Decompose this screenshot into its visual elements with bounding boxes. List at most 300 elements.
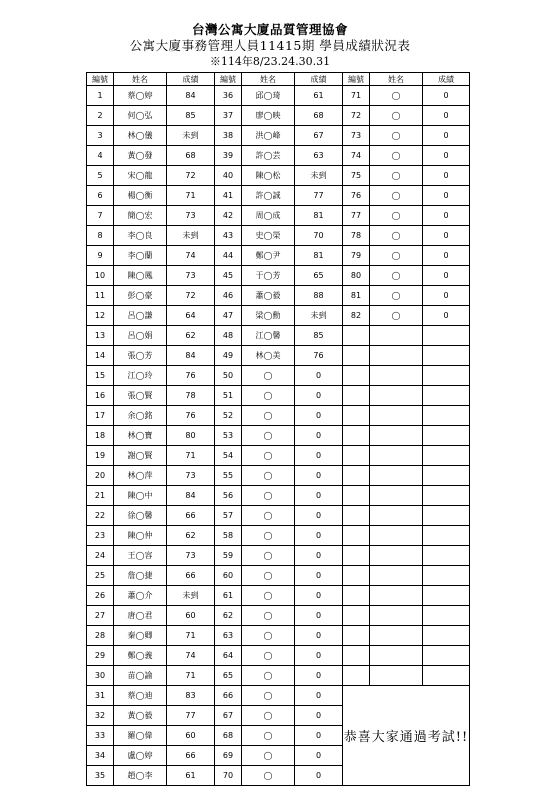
score-table-body <box>87 86 470 786</box>
course-title: 公寓大廈事務管理人員11415期 學員成績狀況表 <box>129 38 411 53</box>
student-score: 64 <box>167 306 215 326</box>
student-score: 73 <box>167 546 215 566</box>
student-score: 未到 <box>167 586 215 606</box>
student-score: 0 <box>423 126 470 146</box>
student-score: 77 <box>167 706 215 726</box>
table-row <box>87 686 470 706</box>
student-score: 80 <box>167 426 215 446</box>
student-score: 0 <box>295 446 343 466</box>
table-row <box>87 106 470 126</box>
student-name: 史◯榮 <box>242 226 295 246</box>
student-score: 70 <box>295 226 343 246</box>
student-number: 72 <box>343 106 370 126</box>
empty-cell <box>343 506 370 526</box>
student-score: 60 <box>167 606 215 626</box>
table-row <box>87 226 470 246</box>
student-number: 30 <box>87 666 114 686</box>
table-row <box>87 526 470 546</box>
table-row <box>87 126 470 146</box>
student-score: 63 <box>295 146 343 166</box>
student-number: 49 <box>215 346 242 366</box>
student-score: 84 <box>167 86 215 106</box>
col-header-number: 編號 <box>87 73 114 86</box>
student-score: 0 <box>295 526 343 546</box>
student-number: 32 <box>87 706 114 726</box>
empty-cell <box>370 346 423 366</box>
student-name: 陳◯鳳 <box>114 266 167 286</box>
empty-cell <box>370 366 423 386</box>
student-name: 王◯容 <box>114 546 167 566</box>
student-name: 蕭◯毅 <box>242 286 295 306</box>
student-number: 19 <box>87 446 114 466</box>
student-number: 39 <box>215 146 242 166</box>
student-name: 趙◯李 <box>114 766 167 786</box>
student-number: 17 <box>87 406 114 426</box>
student-number: 81 <box>343 286 370 306</box>
empty-cell <box>423 446 470 466</box>
student-score: 0 <box>423 266 470 286</box>
student-name: ◯ <box>242 446 295 466</box>
empty-cell <box>423 386 470 406</box>
table-row <box>87 626 470 646</box>
student-score: 71 <box>167 626 215 646</box>
empty-cell <box>370 466 423 486</box>
student-name: 簡◯宏 <box>114 206 167 226</box>
student-name: 邱◯琦 <box>242 86 295 106</box>
student-number: 69 <box>215 746 242 766</box>
student-name: 鄭◯尹 <box>242 246 295 266</box>
empty-cell <box>370 406 423 426</box>
student-name: 唐◯君 <box>114 606 167 626</box>
student-score: 71 <box>167 446 215 466</box>
student-score: 0 <box>295 706 343 726</box>
student-name: 徐◯馨 <box>114 506 167 526</box>
student-name: 洪◯峰 <box>242 126 295 146</box>
student-number: 25 <box>87 566 114 586</box>
empty-cell <box>423 566 470 586</box>
empty-cell <box>370 486 423 506</box>
student-name: ◯ <box>242 546 295 566</box>
student-score: 0 <box>423 226 470 246</box>
student-name: 蕭◯介 <box>114 586 167 606</box>
header-row <box>87 73 470 86</box>
student-score: 88 <box>295 286 343 306</box>
student-name: ◯ <box>242 406 295 426</box>
student-name: 苗◯諭 <box>114 666 167 686</box>
student-name: ◯ <box>370 306 423 326</box>
student-name: 彭◯豪 <box>114 286 167 306</box>
student-name: 江◯馨 <box>242 326 295 346</box>
table-row <box>87 326 470 346</box>
student-name: ◯ <box>370 86 423 106</box>
student-score: 61 <box>295 86 343 106</box>
empty-cell <box>343 566 370 586</box>
empty-cell <box>370 586 423 606</box>
col-header-name: 姓名 <box>114 73 167 86</box>
empty-cell <box>370 626 423 646</box>
student-score: 0 <box>423 106 470 126</box>
student-name: ◯ <box>242 386 295 406</box>
empty-cell <box>370 386 423 406</box>
student-name: 楊◯衡 <box>114 186 167 206</box>
col-header-score: 成績 <box>423 73 470 86</box>
table-row <box>87 206 470 226</box>
empty-cell <box>423 546 470 566</box>
table-row <box>87 606 470 626</box>
table-row <box>87 86 470 106</box>
student-number: 70 <box>215 766 242 786</box>
student-number: 77 <box>343 206 370 226</box>
student-number: 12 <box>87 306 114 326</box>
org-title: 台灣公寓大廈品質管理協會 <box>191 22 348 37</box>
empty-cell <box>370 446 423 466</box>
student-name: 林◯美 <box>242 346 295 366</box>
student-number: 80 <box>343 266 370 286</box>
student-score: 72 <box>167 166 215 186</box>
student-number: 16 <box>87 386 114 406</box>
student-number: 54 <box>215 446 242 466</box>
student-name: ◯ <box>370 206 423 226</box>
student-number: 78 <box>343 226 370 246</box>
student-number: 56 <box>215 486 242 506</box>
score-table <box>86 72 470 786</box>
student-number: 23 <box>87 526 114 546</box>
student-score: 73 <box>167 466 215 486</box>
student-score: 未到 <box>167 226 215 246</box>
student-number: 52 <box>215 406 242 426</box>
student-score: 81 <box>295 206 343 226</box>
student-name: 蔡◯婷 <box>114 86 167 106</box>
student-number: 43 <box>215 226 242 246</box>
student-name: 江◯玲 <box>114 366 167 386</box>
student-score: 85 <box>295 326 343 346</box>
student-name: ◯ <box>242 666 295 686</box>
student-score: 73 <box>167 266 215 286</box>
student-number: 1 <box>87 86 114 106</box>
table-row <box>87 186 470 206</box>
empty-cell <box>343 446 370 466</box>
student-name: 蔡◯迪 <box>114 686 167 706</box>
student-score: 0 <box>295 546 343 566</box>
empty-cell <box>343 386 370 406</box>
empty-cell <box>343 466 370 486</box>
student-number: 14 <box>87 346 114 366</box>
empty-cell <box>423 426 470 446</box>
student-number: 7 <box>87 206 114 226</box>
col-header-number: 編號 <box>343 73 370 86</box>
student-name: 張◯芳 <box>114 346 167 366</box>
table-row <box>87 566 470 586</box>
student-score: 未到 <box>167 126 215 146</box>
student-score: 68 <box>295 106 343 126</box>
empty-cell <box>370 526 423 546</box>
student-score: 0 <box>423 166 470 186</box>
empty-cell <box>343 526 370 546</box>
empty-cell <box>343 666 370 686</box>
student-score: 60 <box>167 726 215 746</box>
student-number: 13 <box>87 326 114 346</box>
student-name: 許◯誠 <box>242 186 295 206</box>
student-score: 83 <box>167 686 215 706</box>
student-score: 72 <box>167 286 215 306</box>
col-header-number: 編號 <box>215 73 242 86</box>
student-name: 廖◯映 <box>242 106 295 126</box>
student-name: ◯ <box>242 606 295 626</box>
empty-cell <box>423 666 470 686</box>
student-number: 51 <box>215 386 242 406</box>
student-number: 53 <box>215 426 242 446</box>
student-score: 78 <box>167 386 215 406</box>
student-score: 0 <box>423 246 470 266</box>
student-name: 秦◯卿 <box>114 626 167 646</box>
empty-cell <box>343 586 370 606</box>
student-score: 71 <box>167 666 215 686</box>
student-number: 24 <box>87 546 114 566</box>
student-name: 何◯弘 <box>114 106 167 126</box>
student-name: ◯ <box>242 766 295 786</box>
student-number: 8 <box>87 226 114 246</box>
student-score: 81 <box>295 246 343 266</box>
student-number: 50 <box>215 366 242 386</box>
student-number: 57 <box>215 506 242 526</box>
student-score: 0 <box>295 586 343 606</box>
student-name: ◯ <box>370 126 423 146</box>
student-name: 余◯銘 <box>114 406 167 426</box>
student-name: ◯ <box>370 226 423 246</box>
student-number: 66 <box>215 686 242 706</box>
student-number: 41 <box>215 186 242 206</box>
table-row <box>87 506 470 526</box>
empty-cell <box>423 606 470 626</box>
empty-cell <box>423 646 470 666</box>
student-name: 羅◯偉 <box>114 726 167 746</box>
empty-cell <box>423 486 470 506</box>
student-name: 謝◯賢 <box>114 446 167 466</box>
student-name: 陳◯松 <box>242 166 295 186</box>
student-name: ◯ <box>242 426 295 446</box>
student-name: ◯ <box>370 106 423 126</box>
table-row <box>87 366 470 386</box>
student-score: 0 <box>295 426 343 446</box>
student-number: 11 <box>87 286 114 306</box>
table-row <box>87 586 470 606</box>
student-number: 26 <box>87 586 114 606</box>
student-name: ◯ <box>242 486 295 506</box>
col-header-score: 成績 <box>295 73 343 86</box>
student-score: 0 <box>423 146 470 166</box>
student-name: ◯ <box>370 266 423 286</box>
empty-cell <box>343 406 370 426</box>
student-score: 0 <box>295 726 343 746</box>
student-score: 84 <box>167 346 215 366</box>
student-number: 21 <box>87 486 114 506</box>
student-score: 0 <box>423 186 470 206</box>
student-name: ◯ <box>242 726 295 746</box>
student-name: ◯ <box>370 166 423 186</box>
student-score: 0 <box>295 466 343 486</box>
student-score: 0 <box>295 606 343 626</box>
student-number: 60 <box>215 566 242 586</box>
student-score: 0 <box>423 86 470 106</box>
empty-cell <box>343 486 370 506</box>
student-number: 22 <box>87 506 114 526</box>
student-number: 9 <box>87 246 114 266</box>
empty-cell <box>343 426 370 446</box>
student-score: 65 <box>295 266 343 286</box>
student-score: 62 <box>167 526 215 546</box>
table-row <box>87 446 470 466</box>
student-score: 84 <box>167 486 215 506</box>
student-number: 3 <box>87 126 114 146</box>
student-number: 65 <box>215 666 242 686</box>
empty-cell <box>370 646 423 666</box>
student-number: 34 <box>87 746 114 766</box>
empty-cell <box>370 426 423 446</box>
student-name: ◯ <box>242 526 295 546</box>
student-number: 46 <box>215 286 242 306</box>
student-number: 36 <box>215 86 242 106</box>
student-name: 周◯成 <box>242 206 295 226</box>
student-number: 55 <box>215 466 242 486</box>
table-row <box>87 386 470 406</box>
student-number: 5 <box>87 166 114 186</box>
student-name: ◯ <box>242 366 295 386</box>
empty-cell <box>423 466 470 486</box>
student-name: ◯ <box>242 686 295 706</box>
empty-cell <box>423 586 470 606</box>
student-number: 20 <box>87 466 114 486</box>
student-name: 于◯芳 <box>242 266 295 286</box>
empty-cell <box>423 626 470 646</box>
student-score: 74 <box>167 246 215 266</box>
student-score: 0 <box>295 686 343 706</box>
student-number: 47 <box>215 306 242 326</box>
student-score: 73 <box>167 206 215 226</box>
student-score: 66 <box>167 566 215 586</box>
empty-cell <box>343 626 370 646</box>
student-number: 33 <box>87 726 114 746</box>
student-number: 45 <box>215 266 242 286</box>
student-number: 37 <box>215 106 242 126</box>
student-name: 盧◯婷 <box>114 746 167 766</box>
table-row <box>87 246 470 266</box>
empty-cell <box>343 546 370 566</box>
student-name: 宋◯龍 <box>114 166 167 186</box>
student-name: ◯ <box>370 286 423 306</box>
student-number: 48 <box>215 326 242 346</box>
student-name: 林◯寶 <box>114 426 167 446</box>
empty-cell <box>423 366 470 386</box>
student-name: 黃◯毅 <box>114 706 167 726</box>
student-number: 79 <box>343 246 370 266</box>
congrats-message: 恭喜大家通過考試!! <box>343 686 470 786</box>
student-score: 68 <box>167 146 215 166</box>
student-score: 0 <box>295 766 343 786</box>
student-score: 0 <box>295 646 343 666</box>
student-number: 64 <box>215 646 242 666</box>
empty-cell <box>423 326 470 346</box>
student-name: 呂◯謙 <box>114 306 167 326</box>
student-score: 0 <box>295 626 343 646</box>
student-number: 61 <box>215 586 242 606</box>
student-score: 0 <box>423 306 470 326</box>
student-score: 0 <box>423 206 470 226</box>
student-score: 未到 <box>295 166 343 186</box>
empty-cell <box>343 646 370 666</box>
empty-cell <box>423 526 470 546</box>
student-score: 85 <box>167 106 215 126</box>
student-score: 76 <box>295 346 343 366</box>
student-number: 76 <box>343 186 370 206</box>
student-name: 呂◯娟 <box>114 326 167 346</box>
student-number: 74 <box>343 146 370 166</box>
empty-cell <box>370 606 423 626</box>
student-score: 67 <box>295 126 343 146</box>
student-score: 0 <box>295 566 343 586</box>
table-row <box>87 426 470 446</box>
student-score: 未到 <box>295 306 343 326</box>
student-name: 詹◯捷 <box>114 566 167 586</box>
student-name: 許◯芸 <box>242 146 295 166</box>
student-name: ◯ <box>370 246 423 266</box>
student-name: ◯ <box>242 506 295 526</box>
table-row <box>87 486 470 506</box>
student-score: 77 <box>295 186 343 206</box>
student-number: 38 <box>215 126 242 146</box>
student-number: 82 <box>343 306 370 326</box>
student-name: 林◯儀 <box>114 126 167 146</box>
student-score: 0 <box>423 286 470 306</box>
student-number: 44 <box>215 246 242 266</box>
empty-cell <box>370 506 423 526</box>
empty-cell <box>343 346 370 366</box>
empty-cell <box>370 566 423 586</box>
table-row <box>87 546 470 566</box>
student-score: 0 <box>295 666 343 686</box>
col-header-name: 姓名 <box>370 73 423 86</box>
student-number: 71 <box>343 86 370 106</box>
student-name: 陳◯仲 <box>114 526 167 546</box>
empty-cell <box>343 366 370 386</box>
student-number: 2 <box>87 106 114 126</box>
empty-cell <box>343 326 370 346</box>
student-name: ◯ <box>370 186 423 206</box>
student-number: 35 <box>87 766 114 786</box>
student-number: 18 <box>87 426 114 446</box>
table-row <box>87 466 470 486</box>
student-number: 10 <box>87 266 114 286</box>
student-score: 71 <box>167 186 215 206</box>
table-row <box>87 346 470 366</box>
student-name: 李◯蘭 <box>114 246 167 266</box>
student-number: 27 <box>87 606 114 626</box>
student-name: 張◯賢 <box>114 386 167 406</box>
empty-cell <box>343 606 370 626</box>
student-number: 62 <box>215 606 242 626</box>
student-name: ◯ <box>242 646 295 666</box>
col-header-score: 成績 <box>167 73 215 86</box>
student-number: 29 <box>87 646 114 666</box>
student-score: 76 <box>167 406 215 426</box>
student-score: 61 <box>167 766 215 786</box>
student-number: 75 <box>343 166 370 186</box>
student-number: 59 <box>215 546 242 566</box>
table-row <box>87 646 470 666</box>
student-name: 梁◯勳 <box>242 306 295 326</box>
student-score: 0 <box>295 506 343 526</box>
student-score: 0 <box>295 746 343 766</box>
empty-cell <box>370 326 423 346</box>
